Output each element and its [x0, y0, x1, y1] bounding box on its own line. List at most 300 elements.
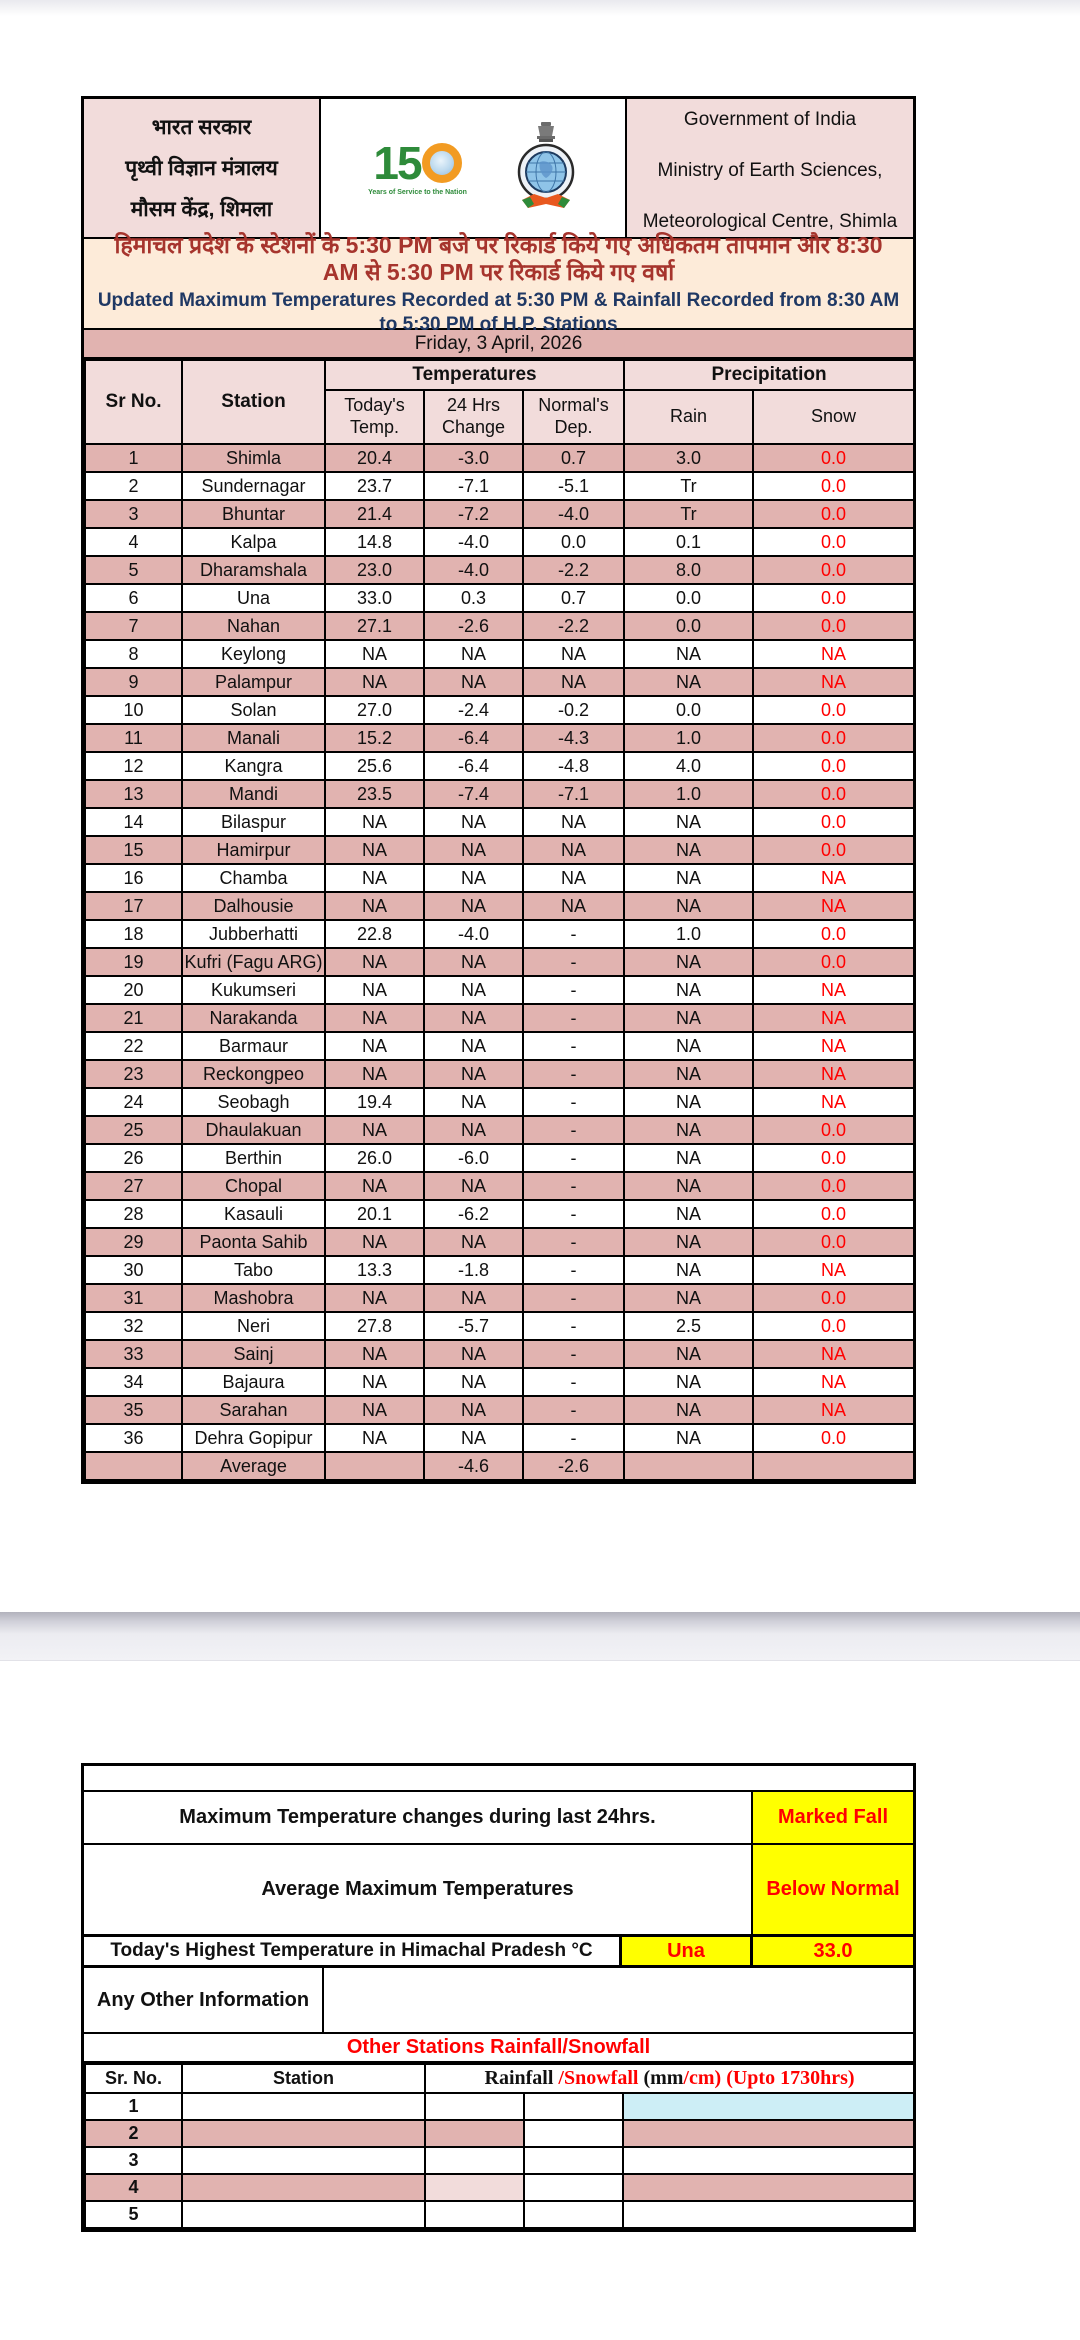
other-cell-station: [182, 2174, 425, 2201]
cell-24hrs-change: NA: [424, 1340, 523, 1368]
summary-row-temp-change: [84, 1792, 913, 1845]
cell-24hrs-change: NA: [424, 1424, 523, 1452]
cell-station: Narakanda: [182, 1004, 325, 1032]
cell-sr-no: 13: [85, 780, 182, 808]
cell-24hrs-change: NA: [424, 1172, 523, 1200]
150-logo-globe-icon: [422, 143, 462, 183]
table-row: [85, 1032, 914, 1060]
cell-sr-no: 35: [85, 1396, 182, 1424]
bulletin-title-block: [84, 232, 913, 335]
cell-sr-no: 5: [85, 556, 182, 584]
cell-snow: NA: [753, 1060, 914, 1088]
cell-todays-temp: NA: [325, 1228, 424, 1256]
cell-rain: NA: [624, 1032, 753, 1060]
cell-sr-no: 6: [85, 584, 182, 612]
cell-snow: 0.0: [753, 1228, 914, 1256]
other-cell-sr-no: 2: [85, 2120, 182, 2147]
cell-todays-temp: NA: [325, 948, 424, 976]
top-shadow: [0, 0, 1080, 16]
cell-normals-dep: 0.0: [523, 528, 624, 556]
cell-24hrs-change: NA: [424, 1368, 523, 1396]
cell-todays-temp: NA: [325, 976, 424, 1004]
bulletin-title-english: Updated Maximum Temperatures Recorded at 5:30 PM & Rainfall Recorded from 8:30 AM to 5:30 PM of H.P. Stations: [97, 290, 900, 335]
cell-todays-temp: 23.5: [325, 780, 424, 808]
cell-normals-dep: -: [523, 1144, 624, 1172]
cell-sr-no: 4: [85, 528, 182, 556]
header-normals-dep: Normal's Dep.: [523, 390, 624, 444]
cell-normals-dep: -: [523, 1032, 624, 1060]
cell-station: Shimla: [182, 444, 325, 472]
cell-rain: 2.5: [624, 1312, 753, 1340]
cell-snow: NA: [753, 1340, 914, 1368]
cell-sr-no: 2: [85, 472, 182, 500]
cell-todays-temp: 22.8: [325, 920, 424, 948]
cell-station: Berthin: [182, 1144, 325, 1172]
cell-24hrs-change: NA: [424, 836, 523, 864]
header-station: Station: [182, 360, 325, 444]
cell-normals-dep: -: [523, 976, 624, 1004]
cell-station: Keylong: [182, 640, 325, 668]
cell-24hrs-change: -7.2: [424, 500, 523, 528]
cell-normals-dep: -: [523, 1368, 624, 1396]
other-cell-station: [182, 2093, 425, 2120]
cell-sr-no: 8: [85, 640, 182, 668]
cell-24hrs-change: -6.0: [424, 1144, 523, 1172]
table-row: [85, 836, 914, 864]
header-sr-no: Sr No.: [85, 360, 182, 444]
other-cell-snowfall: [524, 2201, 623, 2228]
other-header-rainfall-snowfall: [425, 2064, 914, 2093]
imd-emblem-icon: [514, 120, 578, 216]
avg-max-temp-status-badge: Below Normal: [753, 1845, 913, 1934]
cell-normals-dep: -2.2: [523, 612, 624, 640]
table-row: [85, 1172, 914, 1200]
cell-snow: 0.0: [753, 556, 914, 584]
cell-snow: 0.0: [753, 1424, 914, 1452]
cell-normals-dep: -: [523, 1284, 624, 1312]
cell-rain: NA: [624, 1116, 753, 1144]
cell-24hrs-change: -4.0: [424, 528, 523, 556]
cell-rain: NA: [624, 864, 753, 892]
other-cell-rainfall: [425, 2120, 524, 2147]
cell-normals-dep: -4.3: [523, 724, 624, 752]
cell-todays-temp: NA: [325, 1284, 424, 1312]
cell-snow: NA: [753, 976, 914, 1004]
cell-snow: NA: [753, 1256, 914, 1284]
other-table-row: [85, 2201, 914, 2228]
other-cell-remarks: [623, 2147, 914, 2174]
cell-normals-dep: -: [523, 1200, 624, 1228]
cell-todays-temp: 20.4: [325, 444, 424, 472]
cell-station: Solan: [182, 696, 325, 724]
cell-station: Kalpa: [182, 528, 325, 556]
other-cell-rainfall: [425, 2093, 524, 2120]
cell-station: Jubberhatti: [182, 920, 325, 948]
snowfall-label: /Snowfall: [558, 2067, 639, 2089]
bulletin-title-hindi: हिमाचल प्रदेश के स्टेशनों के 5:30 PM बजे पर रिकार्ड किये गए अधिकतम तापमान और 8:30 AM से 5:30 PM पर रिकार्ड किये गए वर्षा: [114, 232, 883, 286]
cell-todays-temp: NA: [325, 1172, 424, 1200]
cell-normals-dep: -: [523, 1340, 624, 1368]
150-logo-caption: Years of Service to the Nation: [368, 189, 467, 196]
cell-rain: NA: [624, 808, 753, 836]
cell-24hrs-change: -7.1: [424, 472, 523, 500]
cell-sr-no: 24: [85, 1088, 182, 1116]
page-separator: [0, 1612, 1080, 1661]
temp-change-status-badge: Marked Fall: [753, 1792, 913, 1843]
table-row: [85, 472, 914, 500]
cell-rain: NA: [624, 948, 753, 976]
cell-todays-temp: 27.8: [325, 1312, 424, 1340]
cell-sr-no: 28: [85, 1200, 182, 1228]
cell-station: Dehra Gopipur: [182, 1424, 325, 1452]
cell-snow: 0.0: [753, 1312, 914, 1340]
cell-normals-dep: -: [523, 1116, 624, 1144]
table-row: [85, 1144, 914, 1172]
cell-sr-no: 12: [85, 752, 182, 780]
cell-station: Sundernagar: [182, 472, 325, 500]
cell-sr-no: 31: [85, 1284, 182, 1312]
cell-snow: 0.0: [753, 1172, 914, 1200]
cell-snow: 0.0: [753, 920, 914, 948]
cell-24hrs-change: NA: [424, 1396, 523, 1424]
stations-table: [84, 359, 915, 1481]
cell-snow: 0.0: [753, 836, 914, 864]
cell-sr-no: 9: [85, 668, 182, 696]
other-cell-rainfall: [425, 2174, 524, 2201]
cell-normals-dep: -: [523, 1228, 624, 1256]
cell-sr-no: 32: [85, 1312, 182, 1340]
cell-24hrs-change: NA: [424, 976, 523, 1004]
cell-sr-no: 3: [85, 500, 182, 528]
cell-24hrs-change: NA: [424, 668, 523, 696]
cell-24hrs-change: -6.2: [424, 1200, 523, 1228]
other-stations-title: Other Stations Rainfall/Snowfall: [84, 2034, 913, 2063]
letterhead-english-line3: Meteorological Centre, Shimla: [642, 211, 898, 232]
table-row: [85, 808, 914, 836]
cell-todays-temp: NA: [325, 1424, 424, 1452]
highest-temp-value: 33.0: [753, 1937, 913, 1965]
cell-normals-dep: NA: [523, 836, 624, 864]
cell-24hrs-change: NA: [424, 1004, 523, 1032]
summary-row-highest-temp: [84, 1937, 913, 1968]
cell-todays-temp: NA: [325, 1368, 424, 1396]
cell-rain: NA: [624, 1256, 753, 1284]
other-table-row: [85, 2174, 914, 2201]
table-row: [85, 892, 914, 920]
table-row: [85, 1340, 914, 1368]
cell-station: Neri: [182, 1312, 325, 1340]
letterhead-hindi-box: [84, 99, 321, 237]
cell-snow: 0.0: [753, 1144, 914, 1172]
cm-label: /cm): [683, 2067, 722, 2089]
table-row: [85, 612, 914, 640]
other-cell-station: [182, 2201, 425, 2228]
cell-rain: NA: [624, 668, 753, 696]
table-row: [85, 752, 914, 780]
cell-todays-temp: NA: [325, 1032, 424, 1060]
cell-todays-temp: 27.1: [325, 612, 424, 640]
cell-24hrs-change: NA: [424, 1032, 523, 1060]
cell-rain: 3.0: [624, 444, 753, 472]
highest-temp-label: Today's Highest Temperature in Himachal Pradesh °C: [84, 1937, 622, 1965]
cell-rain: NA: [624, 1172, 753, 1200]
cell-normals-dep: -: [523, 1004, 624, 1032]
cell-rain: 0.1: [624, 528, 753, 556]
cell-sr-no: 33: [85, 1340, 182, 1368]
letterhead-logos-box: [321, 99, 627, 237]
cell-normals-dep: -5.1: [523, 472, 624, 500]
cell-sr-no: 15: [85, 836, 182, 864]
other-cell-sr-no: 5: [85, 2201, 182, 2228]
cell-24hrs-change: -4.0: [424, 556, 523, 584]
cell-normals-dep: -2.6: [523, 1452, 624, 1480]
table-row: [85, 948, 914, 976]
cell-24hrs-change: -4.6: [424, 1452, 523, 1480]
cell-todays-temp: NA: [325, 1396, 424, 1424]
table-row: [85, 528, 914, 556]
cell-station: Nahan: [182, 612, 325, 640]
cell-sr-no: 18: [85, 920, 182, 948]
cell-station: Reckongpeo: [182, 1060, 325, 1088]
cell-station: Sarahan: [182, 1396, 325, 1424]
letterhead-hindi-line1: भारत सरकार: [151, 116, 252, 140]
cell-snow: 0.0: [753, 780, 914, 808]
cell-24hrs-change: -6.4: [424, 724, 523, 752]
header-rain: Rain: [624, 390, 753, 444]
cell-normals-dep: -: [523, 1088, 624, 1116]
table-row: [85, 920, 914, 948]
cell-station: Sainj: [182, 1340, 325, 1368]
cell-sr-no: 23: [85, 1060, 182, 1088]
header-precipitation-group: Precipitation: [624, 360, 914, 390]
other-table-row: [85, 2093, 914, 2120]
cell-station: Paonta Sahib: [182, 1228, 325, 1256]
summary-row-avg-max-temp: [84, 1845, 913, 1937]
cell-snow: NA: [753, 864, 914, 892]
cell-station: Chopal: [182, 1172, 325, 1200]
other-cell-rainfall: [425, 2201, 524, 2228]
cell-todays-temp: NA: [325, 836, 424, 864]
cell-snow: 0.0: [753, 444, 914, 472]
cell-station: Dhaulakuan: [182, 1116, 325, 1144]
other-cell-remarks: [623, 2120, 914, 2147]
other-cell-snowfall: [524, 2120, 623, 2147]
cell-rain: 1.0: [624, 780, 753, 808]
table-row: [85, 640, 914, 668]
table-row: [85, 1368, 914, 1396]
cell-24hrs-change: NA: [424, 864, 523, 892]
summary-row-any-other-info: [84, 1968, 913, 2034]
cell-station: Tabo: [182, 1256, 325, 1284]
other-header-sr-no: Sr. No.: [85, 2064, 182, 2093]
other-table-row: [85, 2120, 914, 2147]
cell-normals-dep: -0.2: [523, 696, 624, 724]
table-row: [85, 1200, 914, 1228]
cell-snow: [753, 1452, 914, 1480]
cell-sr-no: 30: [85, 1256, 182, 1284]
cell-normals-dep: -: [523, 1060, 624, 1088]
cell-normals-dep: -4.8: [523, 752, 624, 780]
header-24hrs-change: 24 Hrs Change: [424, 390, 523, 444]
cell-snow: 0.0: [753, 808, 914, 836]
cell-24hrs-change: NA: [424, 1228, 523, 1256]
cell-rain: 8.0: [624, 556, 753, 584]
table-row: [85, 864, 914, 892]
cell-normals-dep: -: [523, 1256, 624, 1284]
table-row: [85, 500, 914, 528]
cell-24hrs-change: NA: [424, 640, 523, 668]
table-row: [85, 1256, 914, 1284]
cell-station: Una: [182, 584, 325, 612]
cell-snow: NA: [753, 892, 914, 920]
cell-snow: NA: [753, 1396, 914, 1424]
mm-label: (mm: [638, 2067, 684, 2089]
other-cell-rainfall: [425, 2147, 524, 2174]
letterhead-english-box: [627, 99, 913, 237]
cell-sr-no: 22: [85, 1032, 182, 1060]
cell-rain: NA: [624, 836, 753, 864]
cell-todays-temp: 23.0: [325, 556, 424, 584]
cell-todays-temp: NA: [325, 1060, 424, 1088]
cell-station: Dalhousie: [182, 892, 325, 920]
cell-station: Dharamshala: [182, 556, 325, 584]
cell-station: Kasauli: [182, 1200, 325, 1228]
other-cell-remarks: [623, 2174, 914, 2201]
cell-sr-no: 34: [85, 1368, 182, 1396]
cell-todays-temp: NA: [325, 1116, 424, 1144]
other-header-station: Station: [182, 2064, 425, 2093]
letterhead-english-line1: Government of India: [683, 109, 857, 130]
cell-sr-no: 1: [85, 444, 182, 472]
cell-rain: NA: [624, 1284, 753, 1312]
cell-normals-dep: -: [523, 1172, 624, 1200]
cell-normals-dep: NA: [523, 668, 624, 696]
cell-normals-dep: NA: [523, 864, 624, 892]
cell-normals-dep: 0.7: [523, 444, 624, 472]
cell-rain: NA: [624, 640, 753, 668]
cell-sr-no: 19: [85, 948, 182, 976]
cell-snow: 0.0: [753, 724, 914, 752]
cell-snow: 0.0: [753, 696, 914, 724]
cell-normals-dep: NA: [523, 640, 624, 668]
letterhead-english-line2: Ministry of Earth Sciences,: [657, 160, 883, 181]
cell-rain: NA: [624, 1424, 753, 1452]
cell-normals-dep: -7.1: [523, 780, 624, 808]
other-cell-remarks: [623, 2093, 914, 2120]
cell-24hrs-change: -6.4: [424, 752, 523, 780]
cell-rain: NA: [624, 1088, 753, 1116]
cell-24hrs-change: -1.8: [424, 1256, 523, 1284]
cell-snow: NA: [753, 668, 914, 696]
cell-todays-temp: 13.3: [325, 1256, 424, 1284]
cell-rain: 0.0: [624, 612, 753, 640]
cell-normals-dep: -2.2: [523, 556, 624, 584]
table-row: [85, 444, 914, 472]
cell-station: Bilaspur: [182, 808, 325, 836]
cell-sr-no: [85, 1452, 182, 1480]
table-row: [85, 1396, 914, 1424]
table-row: [85, 976, 914, 1004]
cell-rain: NA: [624, 1060, 753, 1088]
table-row: [85, 1452, 914, 1480]
rainfall-label: Rainfall: [484, 2067, 559, 2089]
cell-todays-temp: NA: [325, 1004, 424, 1032]
cell-rain: NA: [624, 1340, 753, 1368]
cell-station: Hamirpur: [182, 836, 325, 864]
cell-snow: 0.0: [753, 500, 914, 528]
cell-24hrs-change: 0.3: [424, 584, 523, 612]
cell-todays-temp: [325, 1452, 424, 1480]
cell-snow: NA: [753, 640, 914, 668]
cell-24hrs-change: -2.4: [424, 696, 523, 724]
cell-snow: 0.0: [753, 1116, 914, 1144]
cell-sr-no: 25: [85, 1116, 182, 1144]
weather-bulletin-page-1: [81, 96, 916, 1484]
table-row: [85, 1060, 914, 1088]
cell-normals-dep: -: [523, 1424, 624, 1452]
cell-station: Average: [182, 1452, 325, 1480]
cell-normals-dep: -4.0: [523, 500, 624, 528]
cell-todays-temp: NA: [325, 808, 424, 836]
cell-rain: 4.0: [624, 752, 753, 780]
table-row: [85, 1312, 914, 1340]
cell-sr-no: 20: [85, 976, 182, 1004]
cell-rain: Tr: [624, 472, 753, 500]
cell-24hrs-change: NA: [424, 1284, 523, 1312]
other-cell-sr-no: 4: [85, 2174, 182, 2201]
cell-todays-temp: 14.8: [325, 528, 424, 556]
cell-snow: NA: [753, 1088, 914, 1116]
cell-station: Palampur: [182, 668, 325, 696]
weather-bulletin-page-2: [81, 1763, 916, 2232]
other-cell-snowfall: [524, 2147, 623, 2174]
cell-sr-no: 14: [85, 808, 182, 836]
cell-rain: NA: [624, 1368, 753, 1396]
cell-24hrs-change: -5.7: [424, 1312, 523, 1340]
cell-snow: 0.0: [753, 472, 914, 500]
cell-24hrs-change: NA: [424, 1116, 523, 1144]
cell-todays-temp: NA: [325, 668, 424, 696]
cell-todays-temp: 21.4: [325, 500, 424, 528]
other-cell-sr-no: 3: [85, 2147, 182, 2174]
cell-rain: 0.0: [624, 584, 753, 612]
cell-normals-dep: NA: [523, 892, 624, 920]
table-row: [85, 1088, 914, 1116]
other-cell-snowfall: [524, 2093, 623, 2120]
cell-snow: 0.0: [753, 752, 914, 780]
other-cell-station: [182, 2120, 425, 2147]
temp-change-label: Maximum Temperature changes during last 24hrs.: [84, 1792, 753, 1843]
bulletin-date: Friday, 3 April, 2026: [84, 330, 913, 359]
table-row: [85, 1424, 914, 1452]
other-cell-remarks: [623, 2201, 914, 2228]
cell-rain: NA: [624, 1228, 753, 1256]
cell-normals-dep: -: [523, 1312, 624, 1340]
other-table-row: [85, 2147, 914, 2174]
highest-temp-station: Una: [622, 1937, 753, 1965]
cell-24hrs-change: NA: [424, 892, 523, 920]
cell-snow: 0.0: [753, 1284, 914, 1312]
cell-rain: 1.0: [624, 724, 753, 752]
cell-24hrs-change: NA: [424, 1060, 523, 1088]
cell-rain: Tr: [624, 500, 753, 528]
cell-rain: NA: [624, 1396, 753, 1424]
cell-todays-temp: NA: [325, 892, 424, 920]
table-row: [85, 1228, 914, 1256]
header-temperatures-group: Temperatures: [325, 360, 624, 390]
cell-todays-temp: 19.4: [325, 1088, 424, 1116]
cell-station: Bajaura: [182, 1368, 325, 1396]
